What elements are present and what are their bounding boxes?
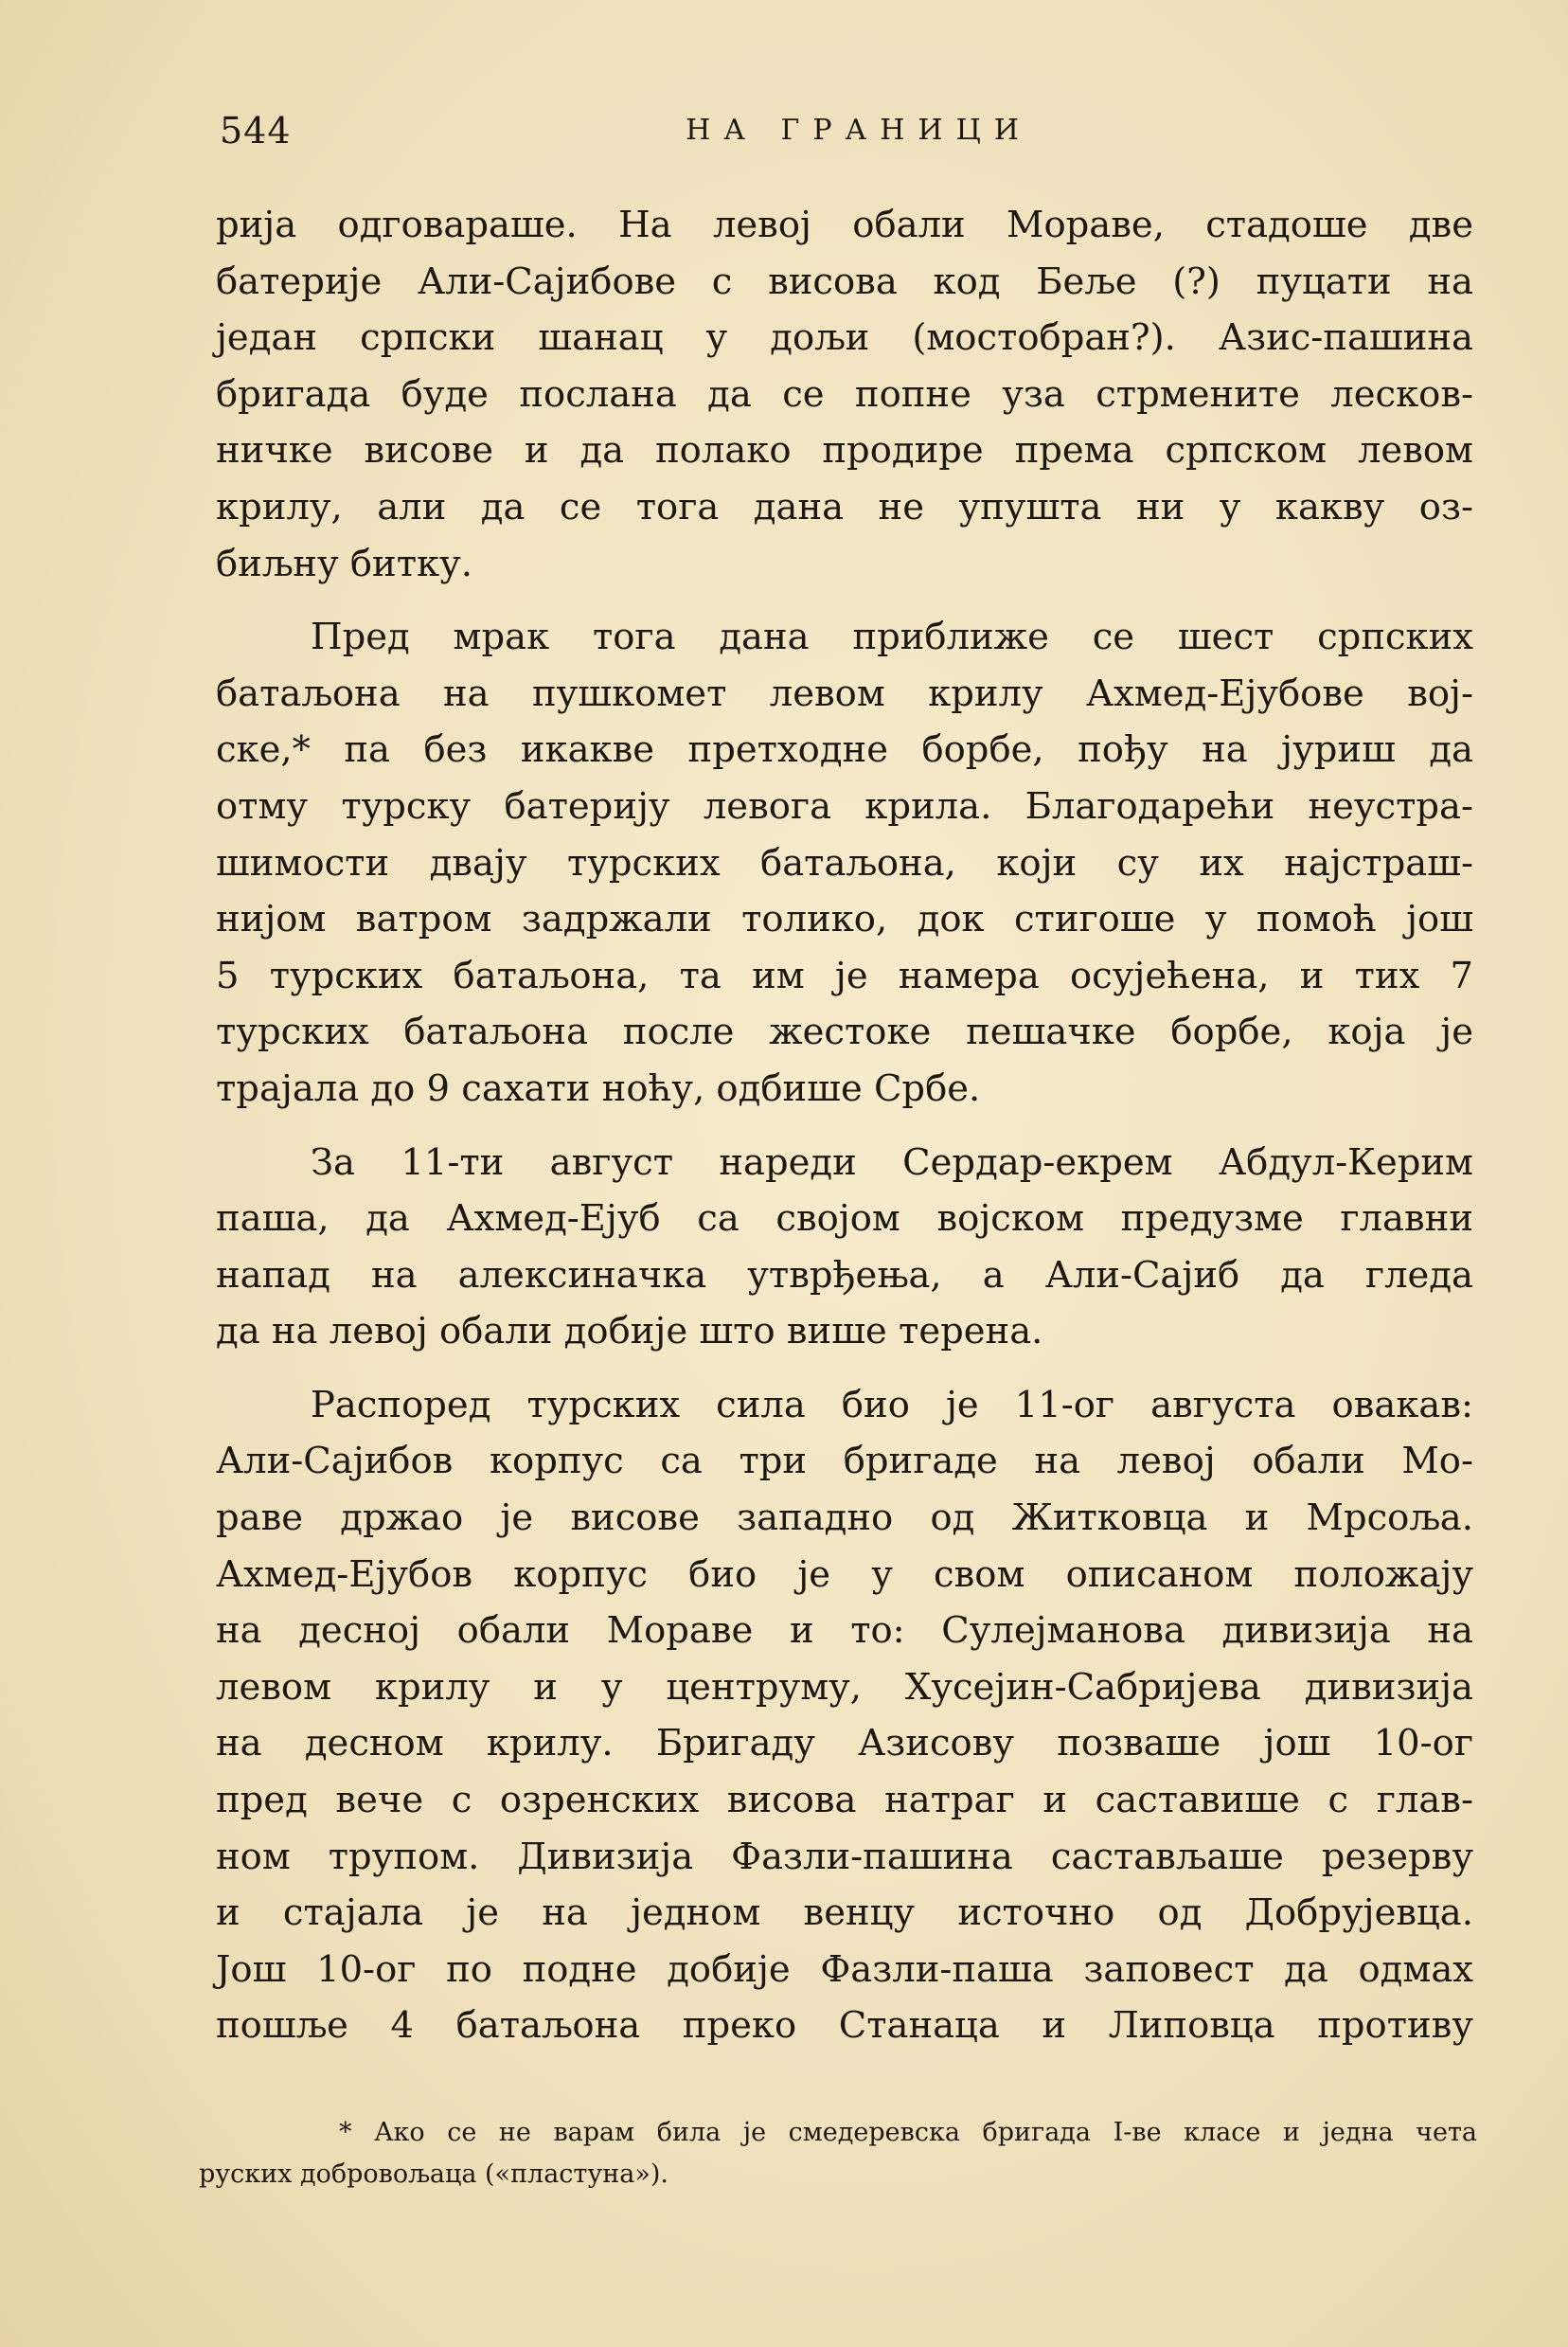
footnote-line: * Ако се не варам била је смедеревска бригада I-ве класе и једна чета (339, 2118, 1477, 2147)
paragraph-1 (216, 197, 1473, 592)
text-line: Пред мрак тога дана приближе се шест српских (311, 616, 1473, 659)
text-line: ничке висове и да полако продире према српском левом (216, 429, 1473, 473)
text-line: 5 турских батаљона, та им је намера осујећена, и тих 7 (216, 954, 1473, 997)
text-line: отму турску батерију левога крила. Благодарећи неустра- (216, 784, 1473, 828)
text-line: бригада буде послана да се попне уза стрмените лесков- (216, 372, 1473, 416)
page-number: 544 (220, 110, 292, 152)
text-line: Ахмед-Ејубов корпус био је у свом описаном положају (216, 1552, 1473, 1596)
footnote (199, 2112, 1477, 2195)
body-text (216, 197, 1473, 2054)
text-line: биљну битку. (216, 542, 472, 585)
text-line: Још 10-ог по подне добије Фазли-паша заповест да одмах (216, 1947, 1473, 1991)
text-line: крилу, али да се тога дана не упушта ни у какву оз- (216, 485, 1473, 529)
text-line: један српски шанац у дољи (мостобран?). Азис-пашина (216, 316, 1473, 360)
text-line: и стајала је на једном венцу источно од Добрујевца. (216, 1891, 1473, 1935)
page-header (220, 102, 1460, 159)
text-line: ске,* па без икакве претходне борбе, пођу на јуриш да (216, 728, 1473, 772)
text-line: Али-Саjибов корпус са три бригаде на левој обали Мо- (216, 1440, 1473, 1483)
text-line: паша, да Ахмед-Ејуб са својом војском предузме главни (216, 1197, 1473, 1241)
text-line: Распоред турских сила био је 11-ог августа овакав: (311, 1383, 1473, 1426)
text-line: левом крилу и у центруму, Хусејин-Сабријева дивизија (216, 1665, 1473, 1709)
text-line: шимости двају турских батаљона, који су их најстраш- (216, 841, 1473, 885)
text-line: на десној обали Мораве и то: Сулејманова дивизија на (216, 1609, 1473, 1653)
paragraph-2 (216, 609, 1473, 1117)
text-line: раве држао је висове западно од Житковца и Мрсоља. (216, 1496, 1473, 1540)
paragraph-3 (216, 1135, 1473, 1360)
text-line: турских батаљона после жестоке пешачке борбе, која је (216, 1011, 1473, 1054)
text-line: батаљона на пушкомет левом крилу Ахмед-Ејубове вој- (216, 672, 1473, 715)
text-line: рија одговараше. На левој обали Мораве, стадоше две (216, 204, 1473, 246)
text-line: на десном крилу. Бригаду Азисову позваше још 10-ог (216, 1722, 1473, 1765)
text-line: За 11-ти август нареди Сердар-екрем Абдул-Керим (311, 1140, 1473, 1184)
footnote-line: руских добровољаца («пластуна»). (199, 2159, 668, 2189)
text-line: пошље 4 батаљона преко Станаца и Липовца противу (216, 2004, 1473, 2048)
text-line: трајала до 9 сахати ноћу, одбише Србе. (216, 1066, 981, 1110)
text-line: ном трупом. Дивизија Фазли-пашина састављаше резерву (216, 1835, 1473, 1878)
text-line: пред вече с озренских висова натраг и саставише с глав- (216, 1779, 1473, 1822)
text-line: да на левој обали добије што више терена. (216, 1310, 1043, 1353)
text-line: батерије Али-Саjибове с висова код Беље (?) пуцати на (216, 260, 1473, 303)
text-line: напад на алексиначка утврђења, а Али-Саjиб да гледа (216, 1253, 1473, 1297)
text-line: нијом ватром задржали толико, док стигоше у помоћ још (216, 898, 1473, 941)
running-title: НА ГРАНИЦИ (686, 114, 1032, 147)
paragraph-4 (216, 1377, 1473, 2054)
